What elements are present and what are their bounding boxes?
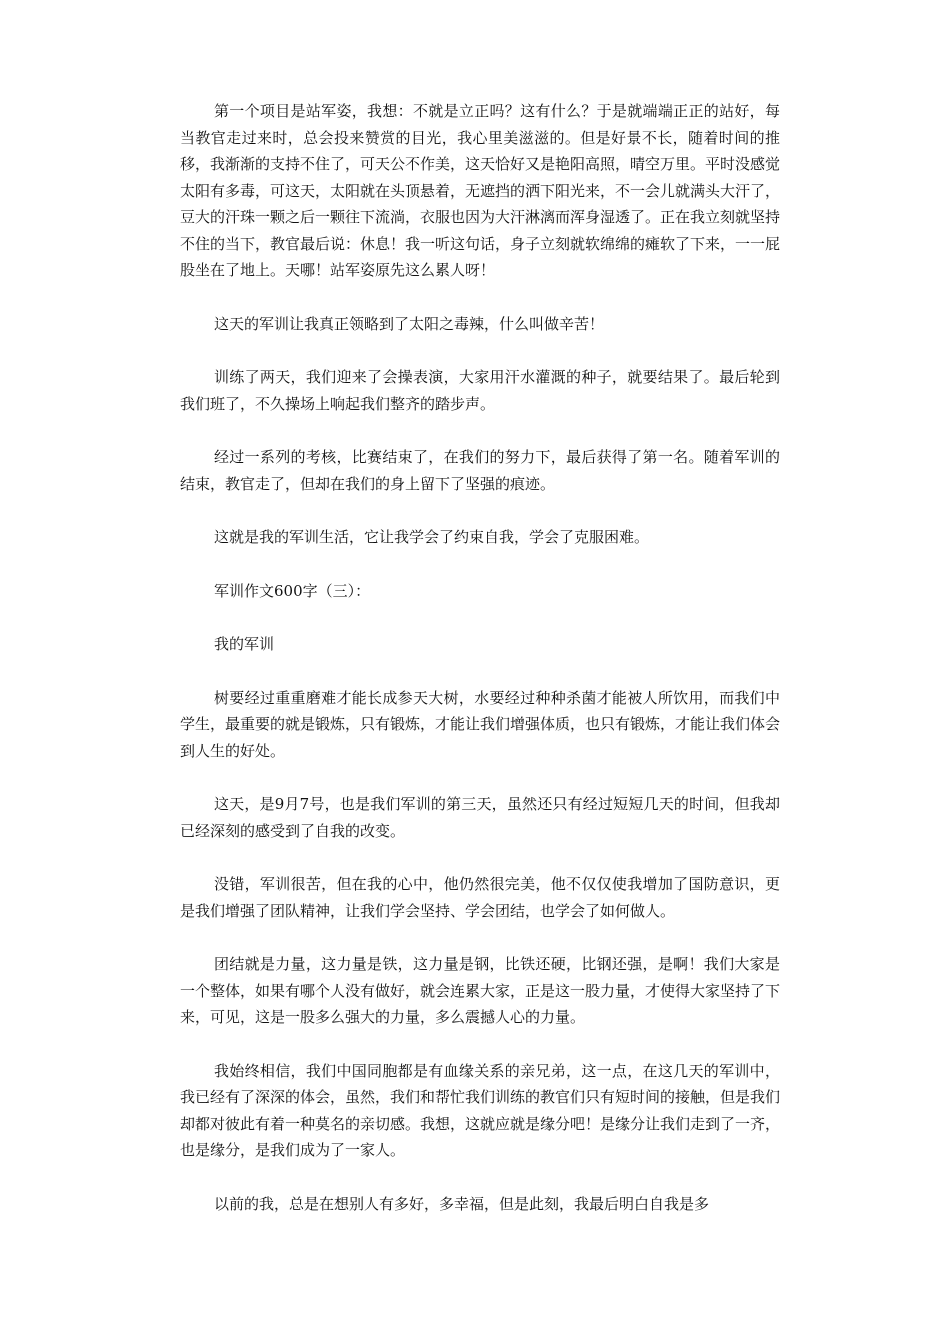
paragraph-11: 团结就是力量，这力量是铁，这力量是钢，比铁还硬，比钢还强，是啊！我们大家是一个整体，如果有哪个人没有做好，就会连累大家，正是这一股力量，才使得大家坚持了下来，可见，这是一股多么强大的力量，多么震撼人心的力量。 [180, 955, 781, 1026]
paragraph-9: 这天，是9月7号，也是我们军训的第三天，虽然还只有经过短短几天的时间，但我却已经深刻的感受到了自我的改变。 [180, 795, 780, 840]
document-body [180, 98, 780, 1244]
paragraph-3: 训练了两天，我们迎来了会操表演，大家用汗水灌溉的种子，就要结果了。最后轮到我们班了，不久操场上响起我们整齐的踏步声。 [180, 368, 780, 413]
essay-title: 我的军训 [214, 635, 275, 653]
paragraph-2: 这天的军训让我真正领略到了太阳之毒辣，什么叫做辛苦！ [214, 314, 605, 333]
paragraph-5: 这就是我的军训生活，它让我学会了约束自我，学会了克服困难。 [214, 528, 650, 546]
paragraph-10: 没错，军训很苦，但在我的心中，他仍然很完美，他不仅仅使我增加了国防意识，更是我们增强了团队精神，让我们学会坚持、学会团结，也学会了如何做人。 [180, 875, 780, 920]
paragraph-12: 我始终相信，我们中国同胞都是有血缘关系的亲兄弟，这一点，在这几天的军训中，我已经有了深深的体会，虽然，我们和帮忙我们训练的教官们只有短时间的接触，但是我们却都对彼此有着一种莫名的亲切感。我想，这就应就是缘分吧！是缘分让我们走到了一齐，也是缘分，是我们成为了一家人。 [180, 1061, 781, 1159]
paragraph-8: 树要经过重重磨难才能长成参天大树，水要经过种种杀菌才能被人所饮用，而我们中学生，最重要的就是锻炼，只有锻炼，才能让我们增强体质，也只有锻炼，才能让我们体会到人生的好处。 [180, 688, 781, 760]
paragraph-4: 经过一系列的考核，比赛结束了，在我们的努力下，最后获得了第一名。随着军训的结束，教官走了，但却在我们的身上留下了坚强的痕迹。 [180, 448, 780, 493]
paragraph-1: 第一个项目是站军姿，我想：不就是立正吗？这有什么？于是就端端正正的站好，每当教官走过来时，总会投来赞赏的目光，我心里美滋滋的。但是好景不长，随着时间的推移，我渐渐的支持不住了，可天公不作美，这天恰好又是艳阳高照，晴空万里。平时没感觉太阳有多毒，可这天，太阳就在头顶悬着，无遮挡的洒下阳光来，不一会儿就满头大汗了，豆大的汗珠一颗之后一颗往下流淌，衣服也因为大汗淋漓而浑身湿透了。正在我立刻就坚持不住的当下，教官最后说：休息！我一听这句话，身子立刻就软绵绵的瘫软了下来，一一屁股坐在了地上。天哪！站军姿原先这么累人呀！ [180, 102, 781, 279]
paragraph-13: 以前的我，总是在想别人有多好，多幸福，但是此刻，我最后明白自我是多 [214, 1194, 710, 1213]
section-heading: 军训作文600字（三）： [214, 581, 371, 600]
